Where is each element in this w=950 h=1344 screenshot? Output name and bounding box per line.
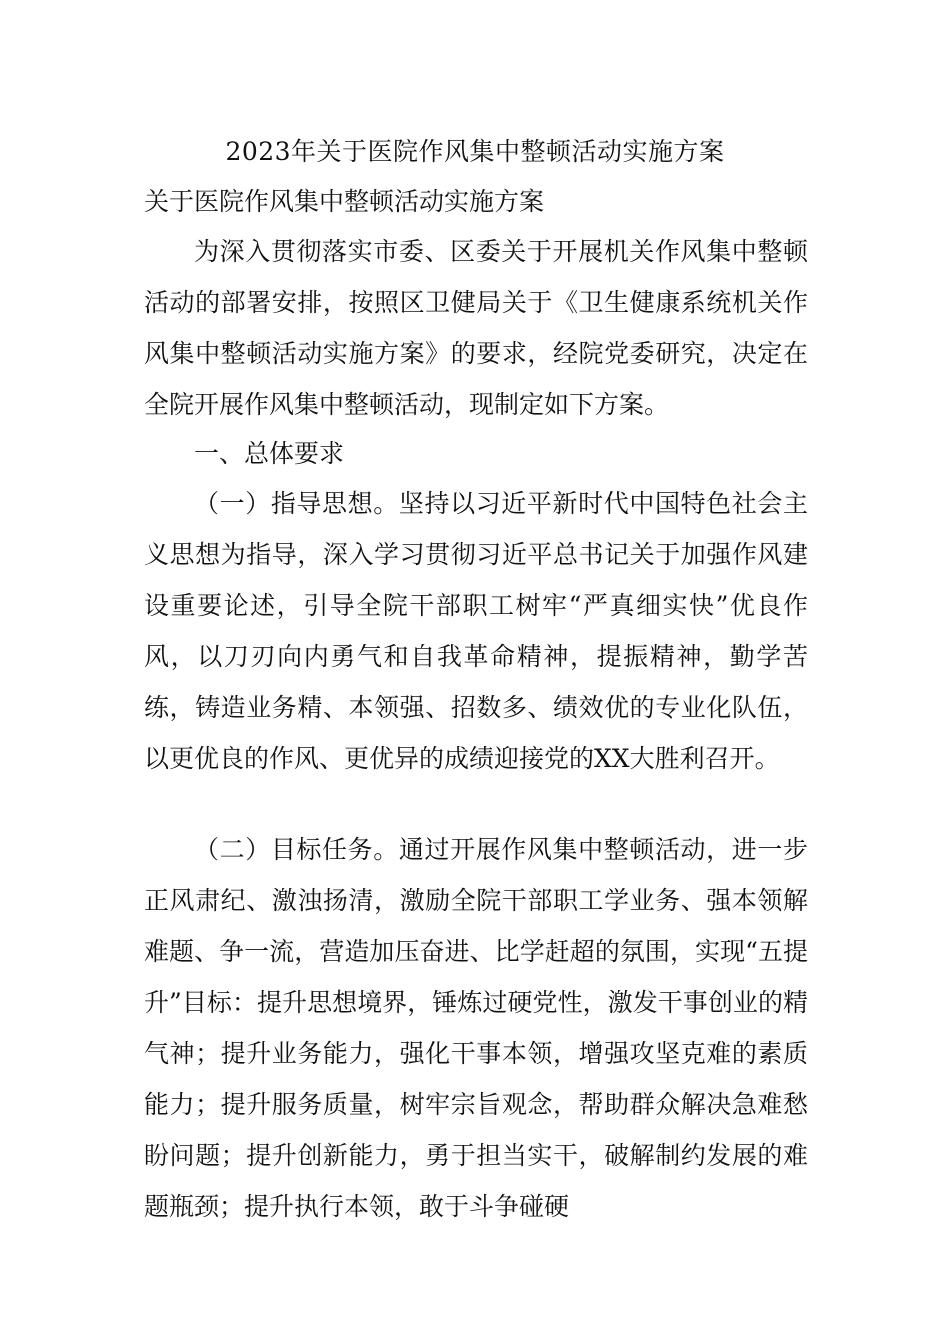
target-tasks-paragraph: （二）目标任务。通过开展作风集中整顿活动，进一步正风肃纪、激浊扬清，激励全院干部职工学业务、强本领解难题、争一流，营造加压奋进、比学赶超的氛围，实现“五提升”目标：提升思想境界，锤炼过硬党性，激发干事创业的精气神；提升业务能力，强化干事本领，增强攻坚克难的素质能力；提升服务质量，树牢宗旨观念，帮助群众解决急难愁盼问题；提升创新能力，勇于担当实干，破解制约发展的难题瓶颈；提升执行本领，敢于斗争碰硬 bbox=[144, 835, 808, 1221]
document-title: 2023年关于医院作风集中整顿活动实施方案 bbox=[225, 137, 725, 166]
document-subtitle: 关于医院作风集中整顿活动实施方案 bbox=[144, 187, 545, 216]
guiding-ideology-paragraph: （一）指导思想。坚持以习近平新时代中国特色社会主义思想为指导，深入学习贯彻习近平总书记关于加强作风建设重要论述，引导全院干部职工树牢“严真细实快”优良作风，以刀刃向内勇气和自我革命精神，提振精神，勤学苦练，铸造业务精、本领强、招数多、绩效优的专业化队伍，以更优良的作风、更优异的成绩迎接党的XX大胜利召开。 bbox=[144, 489, 808, 773]
section-heading-general-requirements: 一、总体要求 bbox=[194, 439, 345, 468]
intro-paragraph: 为深入贯彻落实市委、区委关于开展机关作风集中整顿活动的部署安排，按照区卫健局关于《卫生健康系统机关作风集中整顿活动实施方案》的要求，经院党委研究，决定在全院开展作风集中整顿活动，现制定如下方案。 bbox=[144, 237, 808, 419]
